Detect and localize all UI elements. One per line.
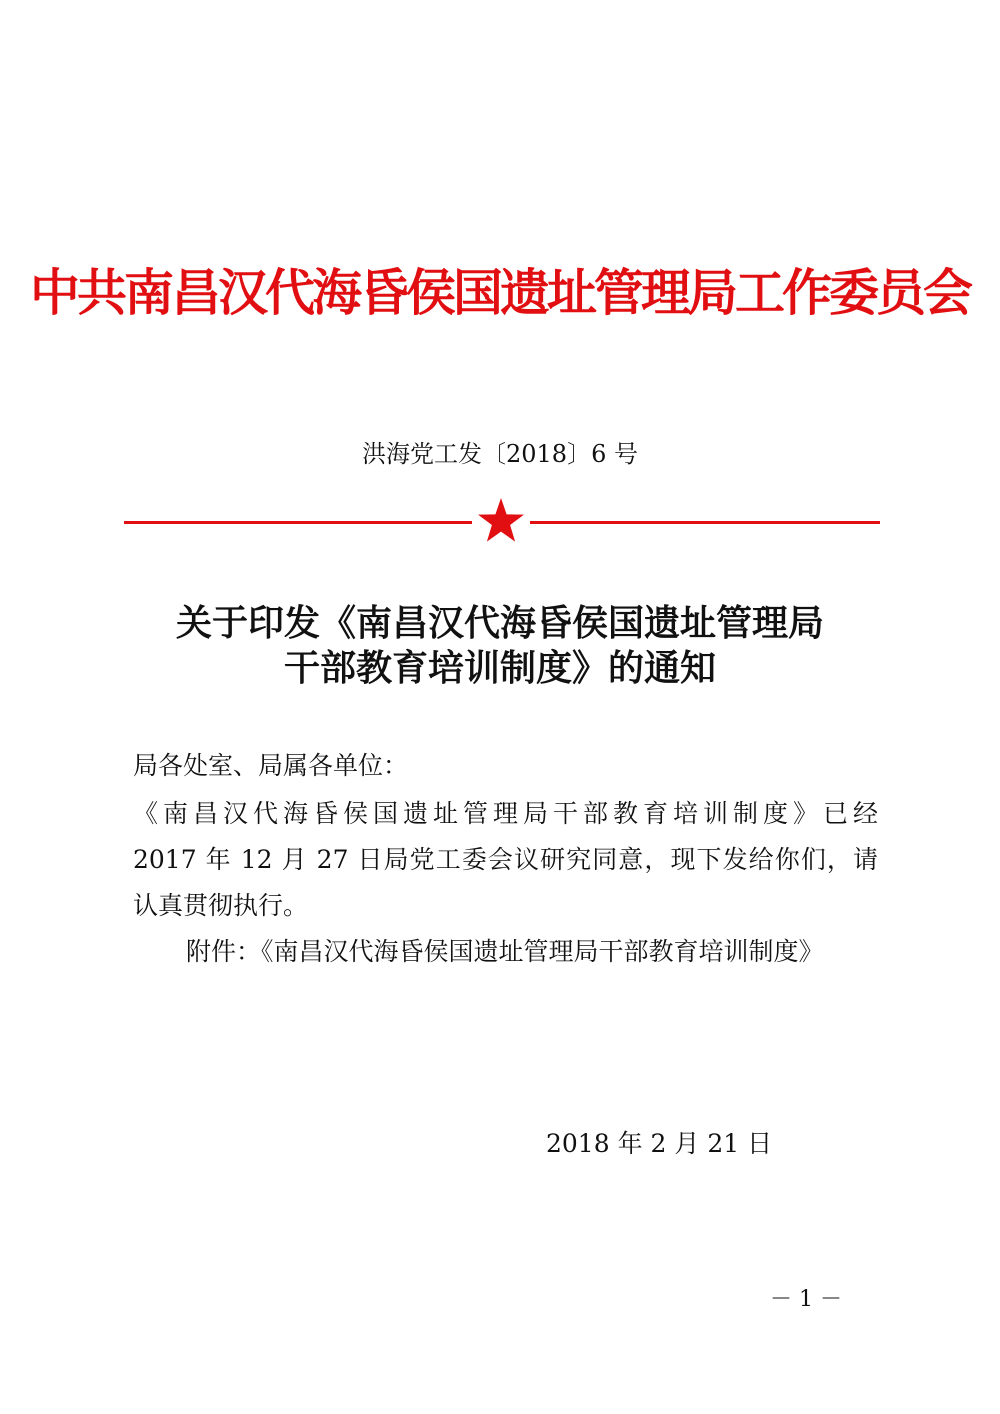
body-paragraph-line-3: 认真贯彻执行。 [133, 891, 309, 920]
red-divider-left [124, 521, 472, 524]
addressee: 局各处室、局属各单位： [133, 751, 409, 780]
attachment-line: 附件：《南昌汉代海昏侯国遗址管理局干部教育培训制度》 [186, 937, 824, 966]
body-paragraph-line-2: 2017 年 12 月 27 日局党工委会议研究同意，现下发给你们，请 [133, 845, 878, 874]
star-shape [478, 498, 524, 542]
red-star-icon [477, 497, 525, 545]
notice-title-line-1: 关于印发《南昌汉代海昏侯国遗址管理局 [175, 602, 824, 644]
issuing-organization-title: 中共南昌汉代海昏侯国遗址管理局工作委员会 [30, 264, 970, 322]
body-paragraph-line-1: 《南昌汉代海昏侯国遗址管理局干部教育培训制度》已经 [133, 799, 878, 828]
issue-date: 2018 年 2 月 21 日 [546, 1129, 773, 1158]
document-number: 洪海党工发〔2018〕6 号 [362, 440, 638, 468]
page-number: － 1 － [770, 1287, 842, 1312]
notice-title-line-2: 干部教育培训制度》的通知 [283, 647, 716, 689]
red-divider-right [530, 521, 880, 524]
